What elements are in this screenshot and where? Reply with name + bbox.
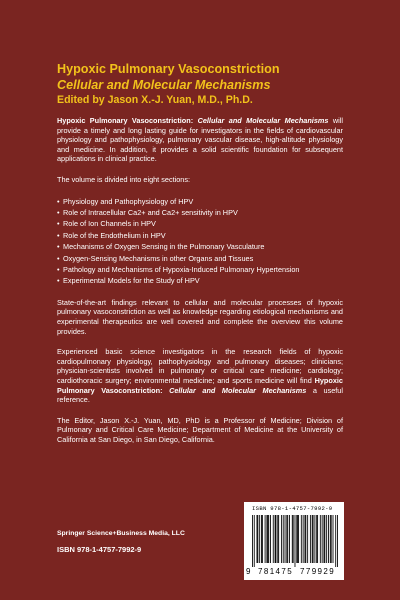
audience-book-title: Hypoxic Pulmonary Vasoconstriction: [57,375,343,395]
publisher-name: Springer Science+Business Media, LLC [57,530,185,537]
barcode-left-digits: 781475 [258,567,294,576]
title-block [57,62,357,109]
intro-book-subtitle: Cellular and Molecular Mechanisms [197,116,329,125]
section-item: • Role of the Endothelium in HPV [57,230,343,241]
section-item: • Experimental Models for the Study of HPV [57,275,343,286]
findings-paragraph: State-of-the-art findings relevant to cellular and molecular processes of hypoxic pulmonary vasoconstriction as well as knowledge regarding etiological mechanisms and experimental therapeutics are well covered and complete the overview this volume provides. [57,297,343,336]
intro-book-title: Hypoxic Pulmonary Vasoconstriction: [57,116,194,125]
barcode-first-digit: 9 [246,567,251,576]
section-item: • Role of Ion Channels in HPV [57,218,343,229]
barcode-panel [244,502,344,580]
section-item: • Role of Intracellular Ca2+ and Ca2+ sensitivity in HPV [57,207,343,218]
intro-text: will provide a timely and long lasting guide for investigators in the fields of cardiovascular physiology and pathophysiology, pulmonary vascular disease, high-altitude physiology and medicine. In addition, it provides a solid scientific foundation for subsequent applications in clinical practice. [57,116,343,164]
section-item: • Pathology and Mechanisms of Hypoxia-Induced Pulmonary Hypertension [57,264,343,275]
audience-tail: a useful reference. [57,385,343,405]
barcode-isbn-text: ISBN 978-1-4757-7992-9 [252,505,333,512]
book-subtitle: Cellular and Molecular Mechanisms [57,77,271,92]
description-body [57,116,343,456]
sections-list [57,196,343,287]
sections-intro: The volume is divided into eight sections: [57,174,191,184]
section-item: • Oxygen-Sensing Mechanisms in other Organs and Tissues [57,253,343,264]
section-item: • Mechanisms of Oxygen Sensing in the Pulmonary Vasculature [57,241,343,252]
audience-paragraph [57,347,343,405]
editor-bio-paragraph: The Editor, Jason X.-J. Yuan, MD, PhD is a Professor of Medicine; Division of Pulmonary and Critical Care Medicine; Department of Medicine at the University of California at San Diego, in San Diego, California. [57,415,343,444]
barcode-right-digits: 779929 [300,567,336,576]
editor-line: Edited by Jason X.-J. Yuan, M.D., Ph.D. [57,94,253,106]
audience-book-subtitle: Cellular and Molecular Mechanisms [169,385,307,395]
section-item: • Physiology and Pathophysiology of HPV [57,196,343,207]
audience-text: Experienced basic science investigators in the research fields of hypoxic cardiopulmonary physiology, pathophysiology and pulmonary diseases; clinicians; physician-scientists involved in pulmonary or critical care medicine; cardiology; cardiothoracic surgery; environmental medicine; and sports medicine will find [57,347,343,385]
barcode-icon [252,515,338,567]
book-title: Hypoxic Pulmonary Vasoconstriction [57,62,280,76]
intro-paragraph [57,116,343,164]
isbn-label: ISBN 978-1-4757-7992-9 [57,545,142,554]
